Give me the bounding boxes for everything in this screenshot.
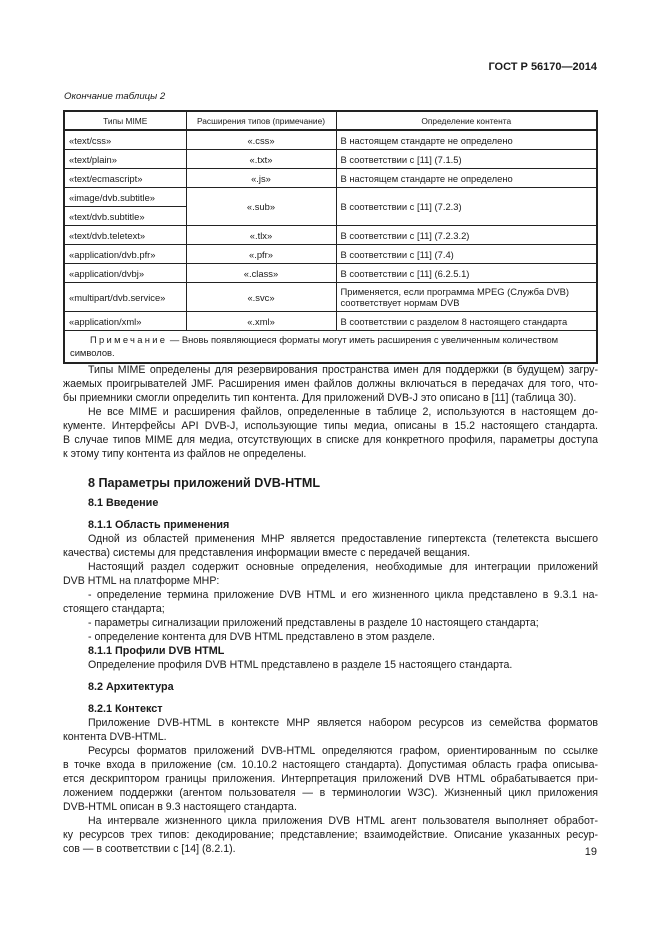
ext-cell: «.css» [186, 130, 336, 150]
def-cell: В настоящем стандарте не определено [336, 169, 597, 188]
subsection-heading: 8.2 Архитектура [88, 681, 174, 693]
mime-cell: «application/dvbj» [64, 264, 186, 283]
def-cell: В соответствии с [11] (7.2.3) [336, 188, 597, 226]
subsection-heading: 8.1 Введение [88, 497, 159, 509]
def-cell: В соответствии с [11] (7.2.3.2) [336, 226, 597, 245]
mime-cell: «application/xml» [64, 312, 186, 331]
text-line: DVB-HTML описан в 9.3 настоящего стандарта. [63, 801, 297, 813]
text-line: к этому типу контента из файлов не определены. [63, 448, 307, 460]
text-line: кументе. Интерфейсы API DVB-J, использующие типы медиа, описаны в 15.2 настоящего стандарта. [63, 420, 598, 432]
table-row [64, 130, 597, 150]
table-row [64, 245, 597, 264]
note-text: — Вновь появляющиеся форматы могут иметь расширения с увеличенным количеством символов. [70, 334, 559, 358]
text-line: качества) системы для представления информации вместе с передачей вещания. [63, 547, 471, 559]
ext-cell: «.txt» [186, 150, 336, 169]
ext-cell: «.class» [186, 264, 336, 283]
list-item: - параметры сигнализации приложений представлены в разделе 10 настоящего стандарта; [88, 617, 539, 629]
text-line: Приложение DVB-HTML в контексте MHP является набором ресурсов из семейства форматов [88, 717, 598, 729]
ext-cell: «.sub» [186, 188, 336, 226]
text-line: в точке входа в приложение (см. 10.10.2 настоящего стандарта). Допустимая область графа описыва- [63, 759, 598, 771]
mime-cell: «text/dvb.teletext» [64, 226, 186, 245]
def-cell: В настоящем стандарте не определено [336, 130, 597, 150]
ext-cell: «.svc» [186, 283, 336, 312]
column-header: Типы MIME [64, 111, 186, 130]
mime-cell: «text/plain» [64, 150, 186, 169]
paragraph [63, 405, 598, 461]
text-line: Не все MIME и расширения файлов, определенные в таблице 2, используются в настоящем до- [88, 406, 598, 418]
text-line: ется дескриптором границы приложения. Интерпретация приложений DVB HTML обрабатывается при- [63, 773, 598, 785]
paragraph [63, 814, 598, 856]
text-line: На интервале жизненного цикла приложения DVB HTML агент пользователя выполняет обработ- [88, 815, 598, 827]
ext-cell: «.js» [186, 169, 336, 188]
def-cell: В соответствии с разделом 8 настоящего стандарта [336, 312, 597, 331]
paragraph [63, 716, 598, 744]
text-line: жаемых проигрывателей JMF. Расширения имен файлов должны включаться в передачах для того, что- [63, 378, 598, 390]
subsection-heading: 8.1.1 Профили DVB HTML [88, 645, 225, 657]
def-cell: В соответствии с [11] (7.1.5) [336, 150, 597, 169]
list-item [63, 588, 598, 616]
table-row [64, 150, 597, 169]
text-line: ложением поддержки (агентом пользователя — в терминологии W3C). Жизненный цикл приложения [63, 787, 598, 799]
paragraph: Определение профиля DVB HTML представлено в разделе 15 настоящего стандарта. [88, 659, 513, 671]
section-heading: 8 Параметры приложений DVB-HTML [88, 476, 321, 490]
paragraph [63, 744, 598, 814]
table-row [64, 283, 597, 312]
ext-cell: «.pfr» [186, 245, 336, 264]
document-header: ГОСТ Р 56170—2014 [488, 61, 597, 73]
column-header: Расширения типов (примечание) [186, 111, 336, 130]
list-item: - определение контента для DVB HTML представлено в этом разделе. [88, 631, 435, 643]
text-line: Ресурсы форматов приложений DVB-HTML определяются графом, ориентированным по ссылке [88, 745, 598, 757]
text-line: - определение термина приложение DVB HTML и его жизненного цикла представлено в 9.3.1 на- [88, 589, 598, 601]
text-line: ку ресурсов трех типов: декодирование; представление; взаимодействие. Описание указанных ресур- [63, 829, 598, 841]
mime-cell: «image/dvb.subtitle» [64, 188, 186, 207]
table-caption: Окончание таблицы 2 [64, 91, 166, 102]
body-text [63, 363, 598, 856]
text-line: сов — в соответствии с [14] (8.2.1). [63, 843, 236, 855]
note-label: Примечание [90, 334, 168, 345]
mime-cell: «text/dvb.subtitle» [64, 207, 186, 226]
column-header: Определение контента [336, 111, 597, 130]
paragraph [63, 363, 598, 405]
ext-cell: «.xml» [186, 312, 336, 331]
mime-cell: «multipart/dvb.service» [64, 283, 186, 312]
text-line: DVB HTML на платформе MHP: [63, 575, 220, 587]
table-row [64, 264, 597, 283]
text-line: Одной из областей применения MHP является предоставление гипертекста (телетекста высшего [88, 533, 598, 545]
def-cell: В соответствии с [11] (6.2.5.1) [336, 264, 597, 283]
mime-cell: «text/ecmascript» [64, 169, 186, 188]
ext-cell: «.tlx» [186, 226, 336, 245]
text-line: Настоящий раздел содержит основные определения, необходимые для интеграции приложений [88, 561, 598, 573]
table-row [64, 312, 597, 331]
table-header-row [64, 111, 597, 130]
mime-cell: «text/css» [64, 130, 186, 150]
subsection-heading: 8.2.1 Контекст [88, 703, 163, 715]
text-line: В случае типов MIME для медиа, отсутствующих в списке для конкретного профиля, параметры доступа [63, 434, 598, 446]
def-cell: В соответствии с [11] (7.4) [336, 245, 597, 264]
def-cell: Применяется, если программа MPEG (Служба DVB) соответствует нормам DVB [336, 283, 597, 312]
mime-cell: «application/dvb.pfr» [64, 245, 186, 264]
text-line: Типы MIME определены для резервирования пространства имен для поддержки (в будущем) загру- [88, 364, 598, 376]
table-row [64, 188, 597, 207]
text-line: стоящего стандарта; [63, 603, 165, 615]
subsection-heading: 8.1.1 Область применения [88, 519, 230, 531]
text-line: бы приемники смогли определить тип контента. Для приложений DVB-J это описано в [11] (таблица 30). [63, 392, 577, 404]
table-row [64, 226, 597, 245]
text-line: контента DVB-HTML. [63, 731, 167, 743]
page-number: 19 [584, 846, 597, 858]
paragraph [63, 560, 598, 588]
mime-table [63, 110, 598, 364]
paragraph [63, 532, 598, 560]
table-note-row [64, 331, 597, 364]
table-row [64, 169, 597, 188]
table-note [64, 331, 597, 364]
